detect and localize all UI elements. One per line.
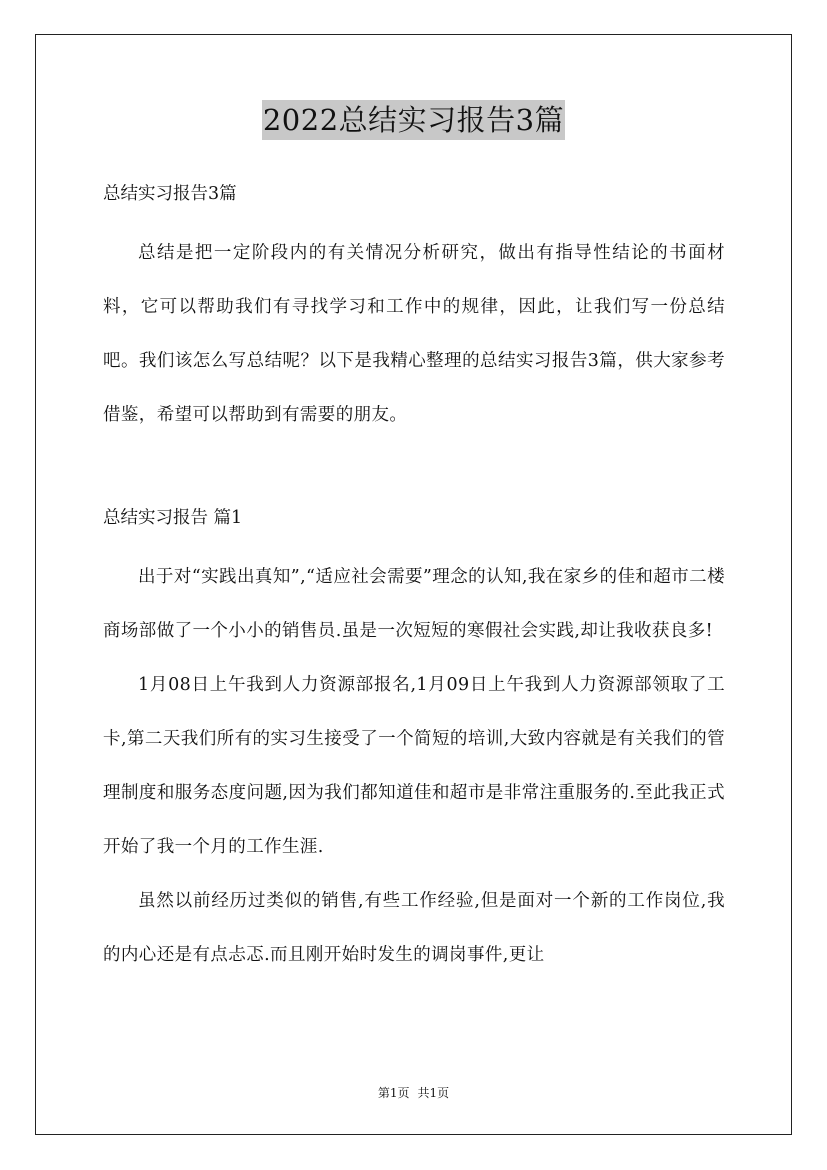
document-title: 2022总结实习报告3篇: [262, 100, 565, 140]
body-paragraph: 出于对“实践出真知”,“适应社会需要”理念的认知,我在家乡的佳和超市二楼商场部做了一个小小的销售员.虽是一次短短的寒假社会实践,却让我收获良多!: [103, 567, 725, 641]
body-paragraph: 1月08日上午我到人力资源部报名,1月09日上午我到人力资源部领取了工卡,第二天我们所有的实习生接受了一个简短的培训,大致内容就是有关我们的管理制度和服务态度问题,因为我们都知道佳和超市是非常注重服务的.至此我正式开始了我一个月的工作生涯.: [103, 675, 725, 857]
intro-paragraph: 总结是把一定阶段内的有关情况分析研究，做出有指导性结论的书面材料，它可以帮助我们有寻找学习和工作中的规律，因此，让我们写一份总结吧。我们该怎么写总结呢？以下是我精心整理的总结实习报告3篇，供大家参考借鉴，希望可以帮助到有需要的朋友。: [103, 243, 725, 425]
page-total: 共1页: [417, 1086, 450, 1100]
title-container: [0, 100, 827, 140]
spacer: [103, 536, 725, 550]
spacer: [103, 442, 725, 500]
page-footer: [0, 1084, 827, 1101]
document-body: [103, 176, 725, 982]
section-heading: 总结实习报告 篇1: [103, 508, 243, 528]
document-subtitle: 总结实习报告3篇: [103, 184, 237, 204]
page-number: 第1页: [377, 1086, 410, 1100]
body-paragraph: 虽然以前经历过类似的销售,有些工作经验,但是面对一个新的工作岗位,我的内心还是有点忐忑.而且刚开始时发生的调岗事件,更让: [103, 891, 725, 965]
spacer: [103, 212, 725, 226]
